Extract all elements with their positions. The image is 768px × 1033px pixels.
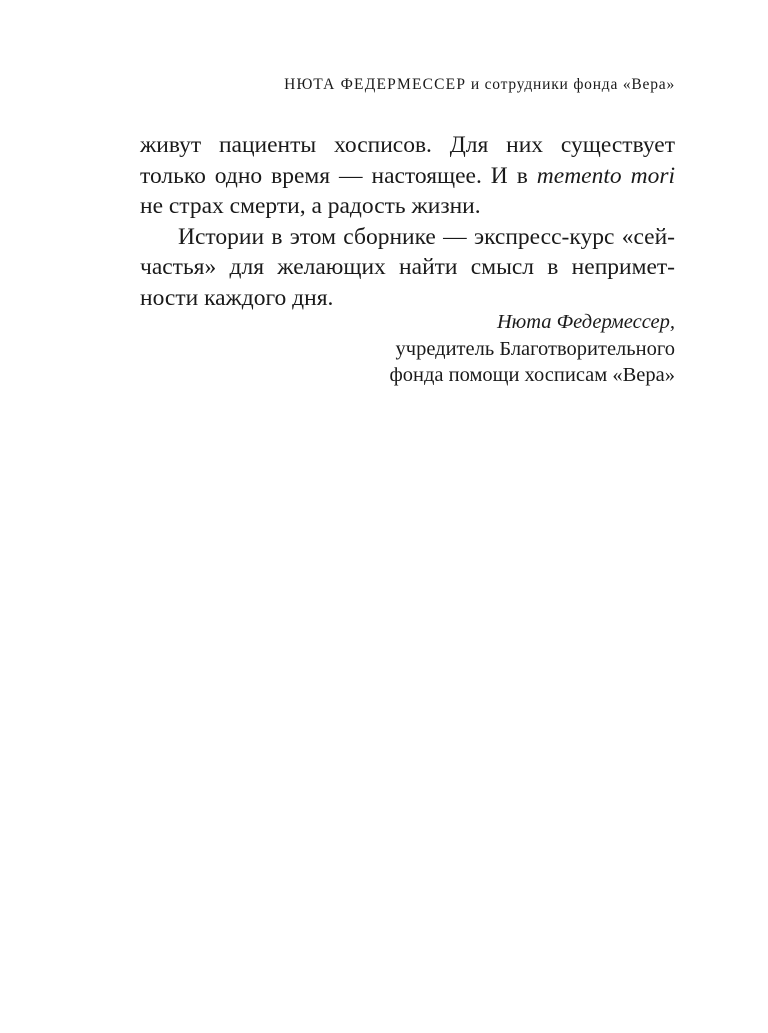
paragraph-1-line-1: живут пациенты хосписов. Для них существует: [140, 132, 675, 158]
signature-title-line-2: фонда помощи хосписам «Вера»: [389, 364, 675, 386]
paragraph-1-line-3: не страх смерти, а радость жизни.: [140, 193, 481, 219]
paragraph-2-line-3: ности каждого дня.: [140, 284, 334, 311]
signature-block: [140, 309, 675, 389]
paragraph-1-line-2-text: только одно время — настоящее. И в: [140, 162, 528, 189]
running-header-rest: и сотрудники фонда «Вера»: [470, 76, 675, 93]
signature-title-line-1: учредитель Благотворительного: [395, 337, 675, 360]
running-header-author: НЮТА ФЕДЕРМЕССЕР: [284, 76, 467, 93]
signature-name: Нюта Федермессер,: [496, 311, 675, 333]
paragraph-1-line-2: [140, 161, 675, 192]
latin-phrase: memento mori: [536, 162, 675, 189]
paragraph-2-line-1: Истории в этом сборнике — экспресс-курс «сей-: [178, 223, 675, 250]
body-text: [140, 130, 675, 313]
running-header: [140, 76, 675, 94]
paragraph-2-line-2: частья» для желающих найти смысл в непримет-: [140, 254, 675, 280]
